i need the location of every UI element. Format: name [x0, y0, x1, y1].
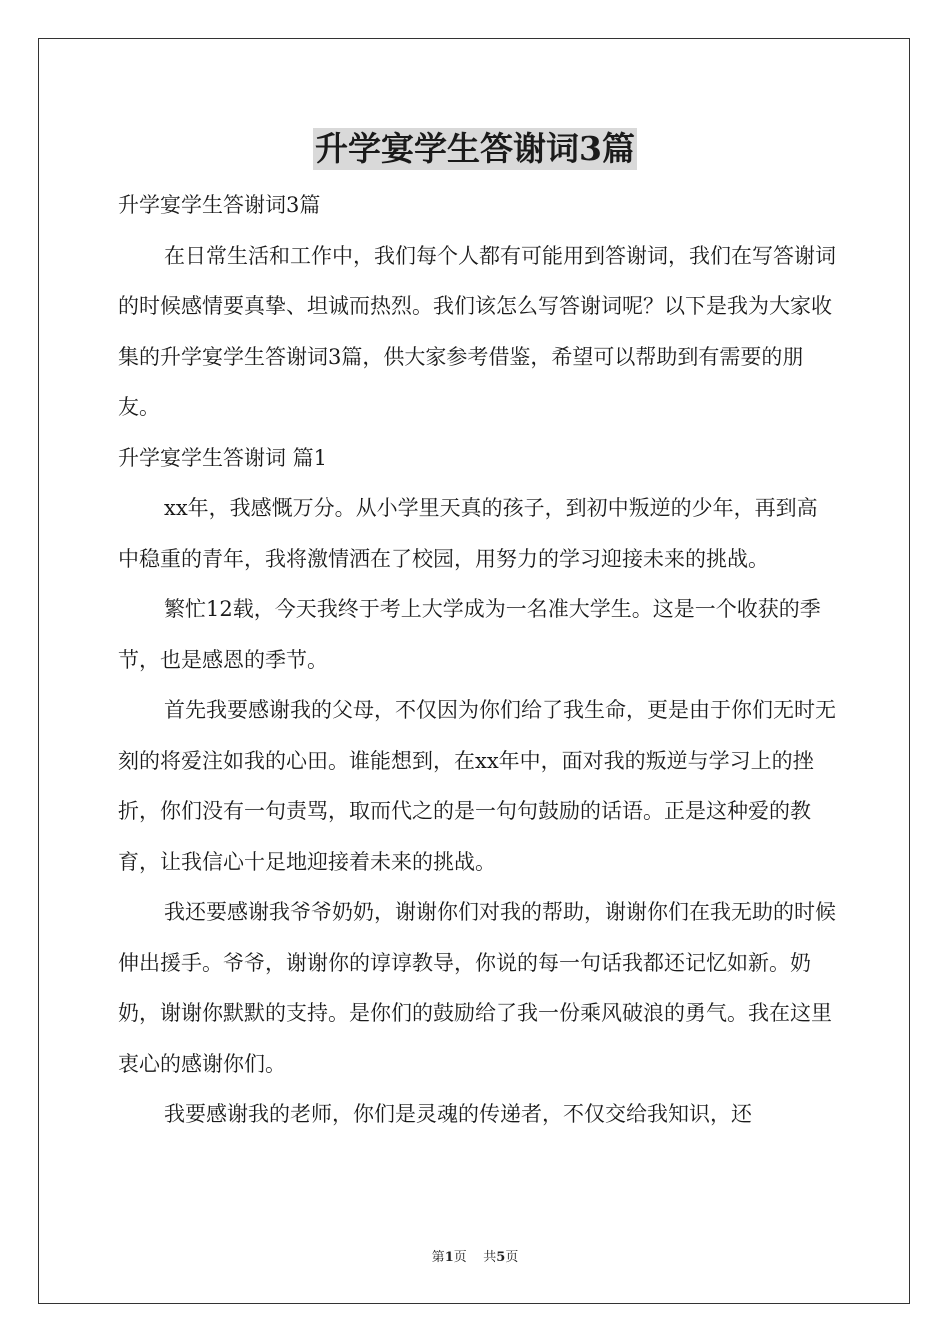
body-paragraph: 我要感谢我的老师，你们是灵魂的传递者，不仅交给我知识，还: [164, 1102, 752, 1126]
page-number-total: 5: [496, 1250, 506, 1265]
body-paragraph: 我还要感谢我爷爷奶奶，谢谢你们对我的帮助，谢谢你们在我无助的时候伸出援手。爷爷，谢谢你的谆谆教导，你说的每一句话我都还记忆如新。奶奶，谢谢你默默的支持。是你们的鼓励给了我一份乘风破浪的勇气。我在这里衷心的感谢你们。: [118, 900, 836, 1076]
subtitle-line: 升学宴学生答谢词3篇: [118, 193, 321, 217]
intro-paragraph: 在日常生活和工作中，我们每个人都有可能用到答谢词，我们在写答谢词的时候感情要真挚、坦诚而热烈。我们该怎么写答谢词呢？以下是我为大家收集的升学宴学生答谢词3篇，供大家参考借鉴，希望可以帮助到有需要的朋友。: [118, 243, 836, 419]
title-container: [0, 128, 950, 170]
body-paragraph: 首先我要感谢我的父母，不仅因为你们给了我生命，更是由于你们无时无刻的将爱注如我的心田。谁能想到，在xx年中，面对我的叛逆与学习上的挫折，你们没有一句责骂，取而代之的是一句句鼓励的话语。正是这种爱的教育，让我信心十足地迎接着未来的挑战。: [118, 698, 836, 874]
page-number-suffix: 页: [505, 1250, 519, 1265]
page-number-current: 1: [444, 1250, 454, 1265]
section-heading: 升学宴学生答谢词 篇1: [118, 445, 328, 470]
page-number-mid: 页 共: [453, 1250, 497, 1265]
body-paragraph: xx年，我感慨万分。从小学里天真的孩子，到初中叛逆的少年，再到高中稳重的青年，我将激情洒在了校园，用努力的学习迎接未来的挑战。: [118, 496, 818, 571]
page-footer: [0, 1246, 950, 1265]
body-paragraph: 繁忙12载，今天我终于考上大学成为一名准大学生。这是一个收获的季节，也是感恩的季节。: [118, 597, 821, 672]
page-title: 升学宴学生答谢词3篇: [315, 129, 635, 168]
document-body: [118, 180, 838, 1140]
page-number-prefix: 第: [431, 1250, 445, 1265]
